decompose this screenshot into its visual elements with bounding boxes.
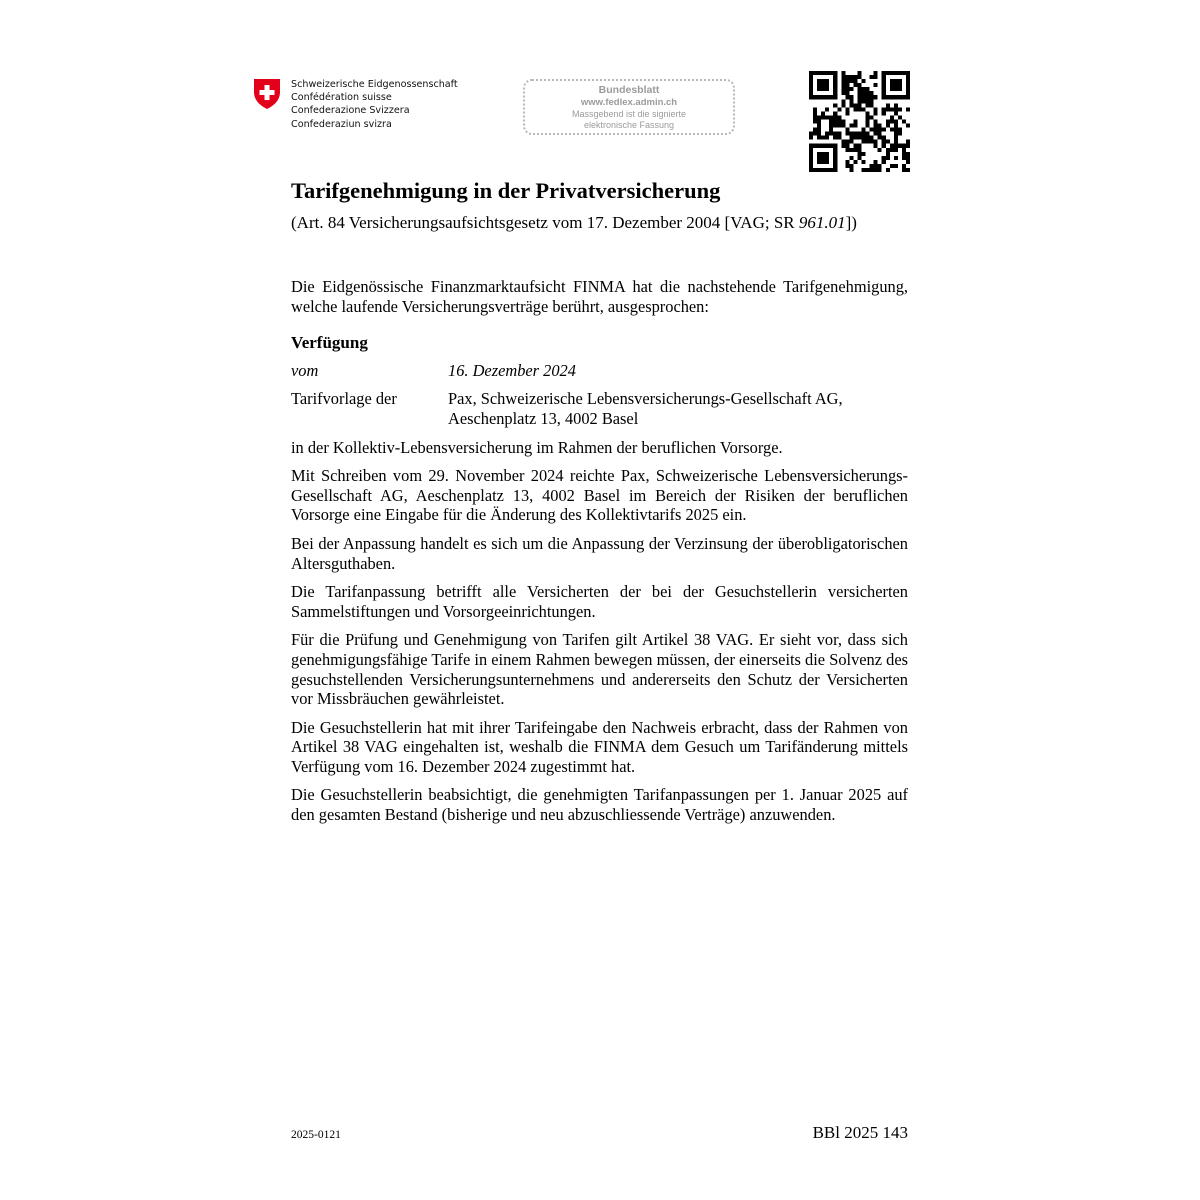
qr-code-icon xyxy=(809,71,910,172)
confederation-name-fr: Confédération suisse xyxy=(291,92,392,104)
footer-bbl-reference: BBl 2025 143 xyxy=(812,1123,908,1142)
confederation-name-it: Confederazione Svizzera xyxy=(291,105,410,117)
decision-date-value: 16. Dezember 2024 xyxy=(448,360,576,380)
subtitle-prefix: (Art. 84 Versicherungsaufsichtsgesetz vom 17. Dezember 2004 [VAG; SR xyxy=(291,213,799,232)
body-paragraph: Mit Schreiben vom 29. November 2024 reichte Pax, Schweizerische Lebensversicherungs-Gesellschaft AG, Aeschenplatz 13, 4002 Basel im Bereich der Risiken der beruflichen Vorsorge eine Eingabe für die Änderung des Kollektivtarifs 2025 ein. xyxy=(291,466,908,525)
decision-date-label: vom xyxy=(291,360,319,380)
document-subtitle xyxy=(291,213,857,233)
confederation-names xyxy=(291,78,458,131)
stamp-url: www.fedlex.admin.ch xyxy=(580,97,678,108)
footer-document-id: 2025-0121 xyxy=(291,1129,341,1141)
document-body xyxy=(291,277,908,834)
body-paragraph: in der Kollektiv-Lebensversicherung im Rahmen der beruflichen Vorsorge. xyxy=(291,437,783,457)
submission-row xyxy=(291,389,908,428)
confederation-name-de: Schweizerische Eidgenossenschaft xyxy=(291,79,458,90)
submission-value xyxy=(448,389,908,428)
intro-paragraph: Die Eidgenössische Finanzmarktaufsicht FINMA hat die nachstehende Tarifgenehmigung, welche laufende Versicherungsverträge berührt, ausgesprochen: xyxy=(291,277,908,316)
submission-label: Tarifvorlage der xyxy=(291,389,397,409)
document-title: Tarifgenehmigung in der Privatversicherung xyxy=(291,178,721,203)
subtitle-suffix: ]) xyxy=(845,213,857,232)
body-paragraph: Die Gesuchstellerin hat mit ihrer Tarifeingabe den Nachweis erbracht, dass der Rahmen von Artikel 38 VAG eingehalten ist, weshalb die FINMA dem Gesuch um Tarifänderung mittels Verfügung vom 16. Dezember 2024 zugestimmt hat. xyxy=(291,717,908,776)
stamp-note-2: elektronische Fassung xyxy=(583,120,675,130)
body-paragraph: Die Tarifanpassung betrifft alle Versicherten der bei der Gesuchstellerin versicherten Sammelstiftungen und Vorsorgeeinrichtungen. xyxy=(291,582,908,621)
stamp-title: Bundesblatt xyxy=(598,84,660,96)
body-paragraph: Für die Prüfung und Genehmigung von Tarifen gilt Artikel 38 VAG. Er sieht vor, dass sich genehmigungsfähige Tarife in einem Rahmen bewegen müssen, der einerseits die Solvenz des gesuchstellenden Versicherungsunternehmens und andererseits den Schutz der Versicherten vor Missbräuchen gewährleistet. xyxy=(291,630,908,709)
body-paragraph: Die Gesuchstellerin beabsichtigt, die genehmigten Tarifanpassungen per 1. Januar 2025 auf den gesamten Bestand (bisherige und neu abzuschliessende Verträge) anzuwenden. xyxy=(291,785,908,825)
confederation-name-rm: Confederaziun svizra xyxy=(291,118,392,130)
submission-value-line-1: Pax, Schweizerische Lebensversicherungs-Gesellschaft AG, xyxy=(448,389,843,409)
subtitle-sr-number: 961.01 xyxy=(798,213,846,232)
decision-date-row xyxy=(291,361,908,381)
swiss-cross-icon xyxy=(253,78,281,110)
bundesblatt-stamp xyxy=(523,79,735,135)
stamp-note-1: Massgebend ist die signierte xyxy=(571,109,687,119)
submission-value-line-2: Aeschenplatz 13, 4002 Basel xyxy=(448,408,639,428)
decision-heading: Verfügung xyxy=(291,333,368,353)
body-paragraph: Bei der Anpassung handelt es sich um die Anpassung der Verzinsung der überobligatorischen Altersguthaben. xyxy=(291,533,908,573)
